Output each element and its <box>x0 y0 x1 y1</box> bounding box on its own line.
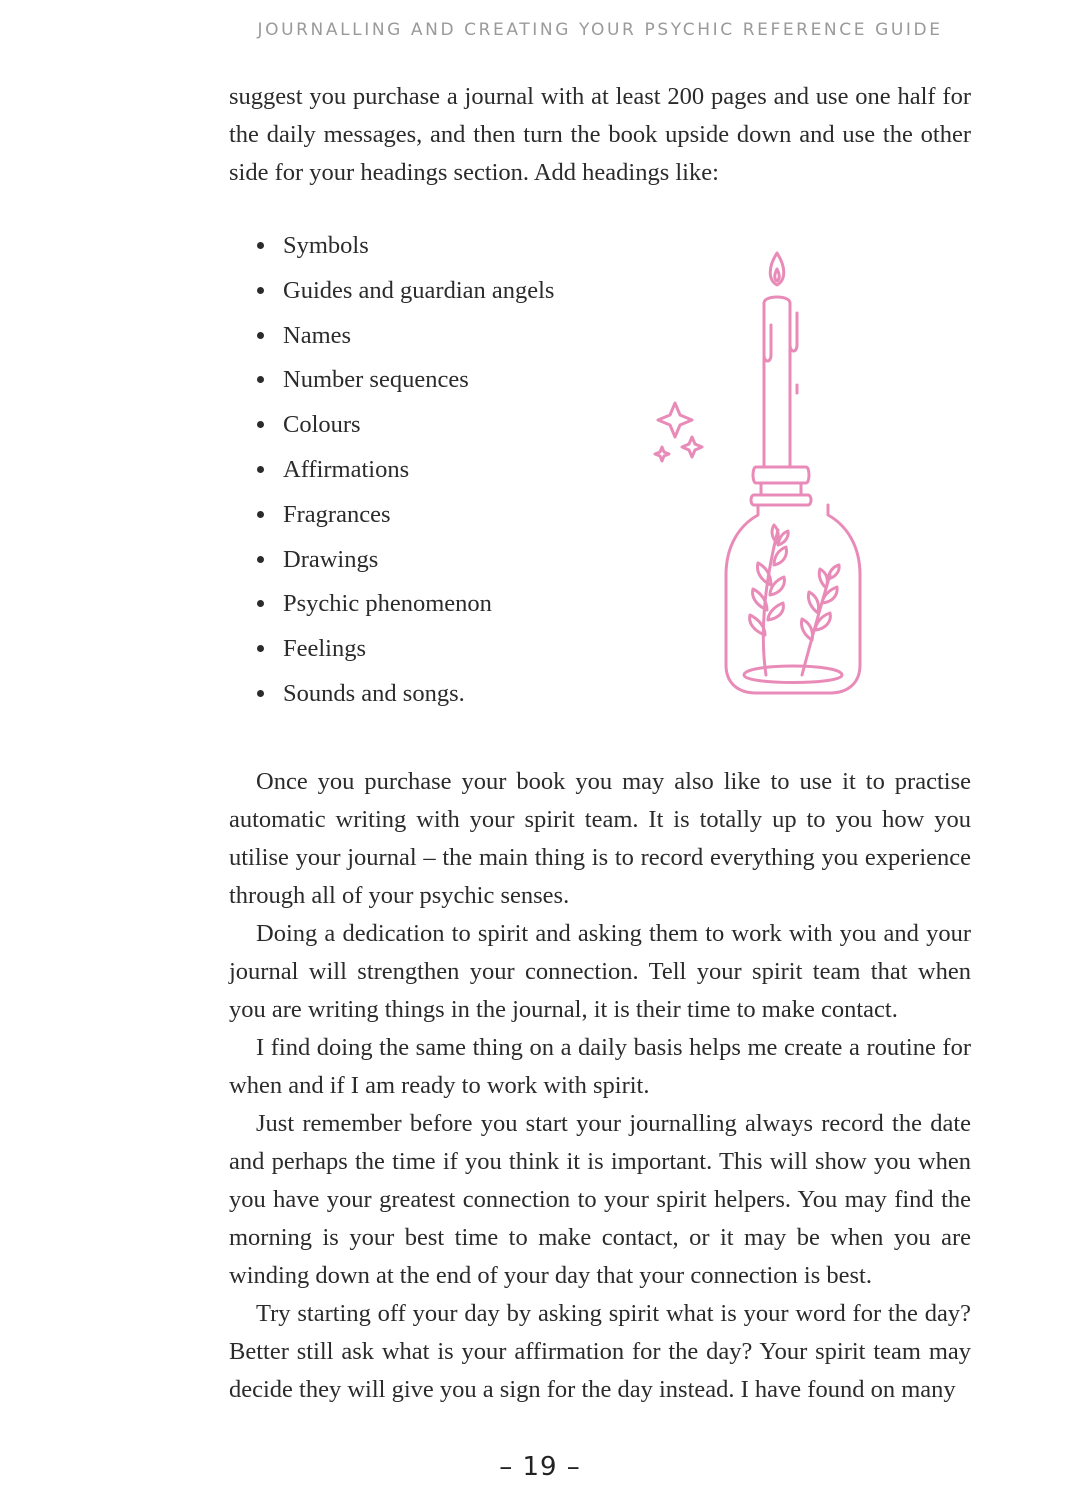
list-item <box>255 403 554 448</box>
list-item-label: Feelings <box>283 635 367 663</box>
bullet-icon <box>257 600 264 607</box>
body-paragraph: Try starting off your day by asking spirit what is your word for the day? Better still ask what is your affirmation for the day? Your spirit team may decide they will give you a sign for the day instead. I have found on many <box>229 1300 971 1403</box>
body-paragraph: Doing a dedication to spirit and asking them to work with you and your journal will strengthen your connection. Tell your spirit team that when you are writing things in the journal, it is their time to make contact. <box>229 920 971 1023</box>
list-item <box>255 314 554 359</box>
body-paragraphs <box>229 763 971 1409</box>
intro-paragraph: suggest you purchase a journal with at least 200 pages and use one half for the daily messages, and then turn the book upside down and use the other side for your headings section. Add headings like: <box>229 83 971 186</box>
list-item-label: Psychic phenomenon <box>283 590 492 618</box>
bullet-icon <box>257 287 264 294</box>
body-paragraph: Once you purchase your book you may also like to use it to practise automatic writing with your spirit team. It is totally up to you how you utilise your journal – the main thing is to record everything you experience through all of your psychic senses. <box>229 768 971 909</box>
bullet-icon <box>257 645 264 652</box>
list-item-label: Drawings <box>283 545 379 573</box>
list-item <box>255 672 554 717</box>
bullet-icon <box>257 690 264 697</box>
page-number: – 19 – <box>499 1452 581 1482</box>
bullet-icon <box>257 466 264 473</box>
sparkle-icon <box>655 403 702 461</box>
list-item <box>255 269 554 314</box>
list-item <box>255 358 554 403</box>
list-item <box>255 627 554 672</box>
bullet-icon <box>257 421 264 428</box>
bullet-icon <box>257 242 264 249</box>
leaf-icon <box>750 525 789 675</box>
leaf-icon <box>801 565 839 675</box>
list-item-label: Symbols <box>283 232 369 259</box>
list-item-label: Affirmations <box>283 455 410 483</box>
running-head: JOURNALLING AND CREATING YOUR PSYCHIC REFERENCE GUIDE <box>257 20 943 40</box>
bullet-icon <box>257 556 264 563</box>
list-item <box>255 582 554 627</box>
candle-in-bottle-icon <box>640 245 880 705</box>
list-item <box>255 448 554 493</box>
list-item-label: Sounds and songs. <box>283 679 465 707</box>
body-paragraph: Just remember before you start your journalling always record the date and perhaps the time if you think it is important. This will show you when you have your greatest connection to your spirit helpers. You may find the morning is your best time to make contact, or it may be when you are winding down at the end of your day that your connection is best. <box>229 1110 971 1289</box>
list-item-label: Fragrances <box>283 500 391 528</box>
list-item <box>255 224 554 269</box>
bullet-icon <box>257 332 264 339</box>
body-paragraph: I find doing the same thing on a daily basis helps me create a routine for when and if I am ready to work with spirit. <box>229 1034 971 1099</box>
bullet-icon <box>257 511 264 518</box>
headings-list <box>255 224 554 717</box>
bullet-icon <box>257 376 264 383</box>
list-item-label: Colours <box>283 411 361 439</box>
list-item-label: Names <box>283 321 352 349</box>
list-item <box>255 493 554 538</box>
list-item-label: Number sequences <box>283 366 469 394</box>
list-item <box>255 538 554 583</box>
list-item-label: Guides and guardian angels <box>283 276 555 304</box>
